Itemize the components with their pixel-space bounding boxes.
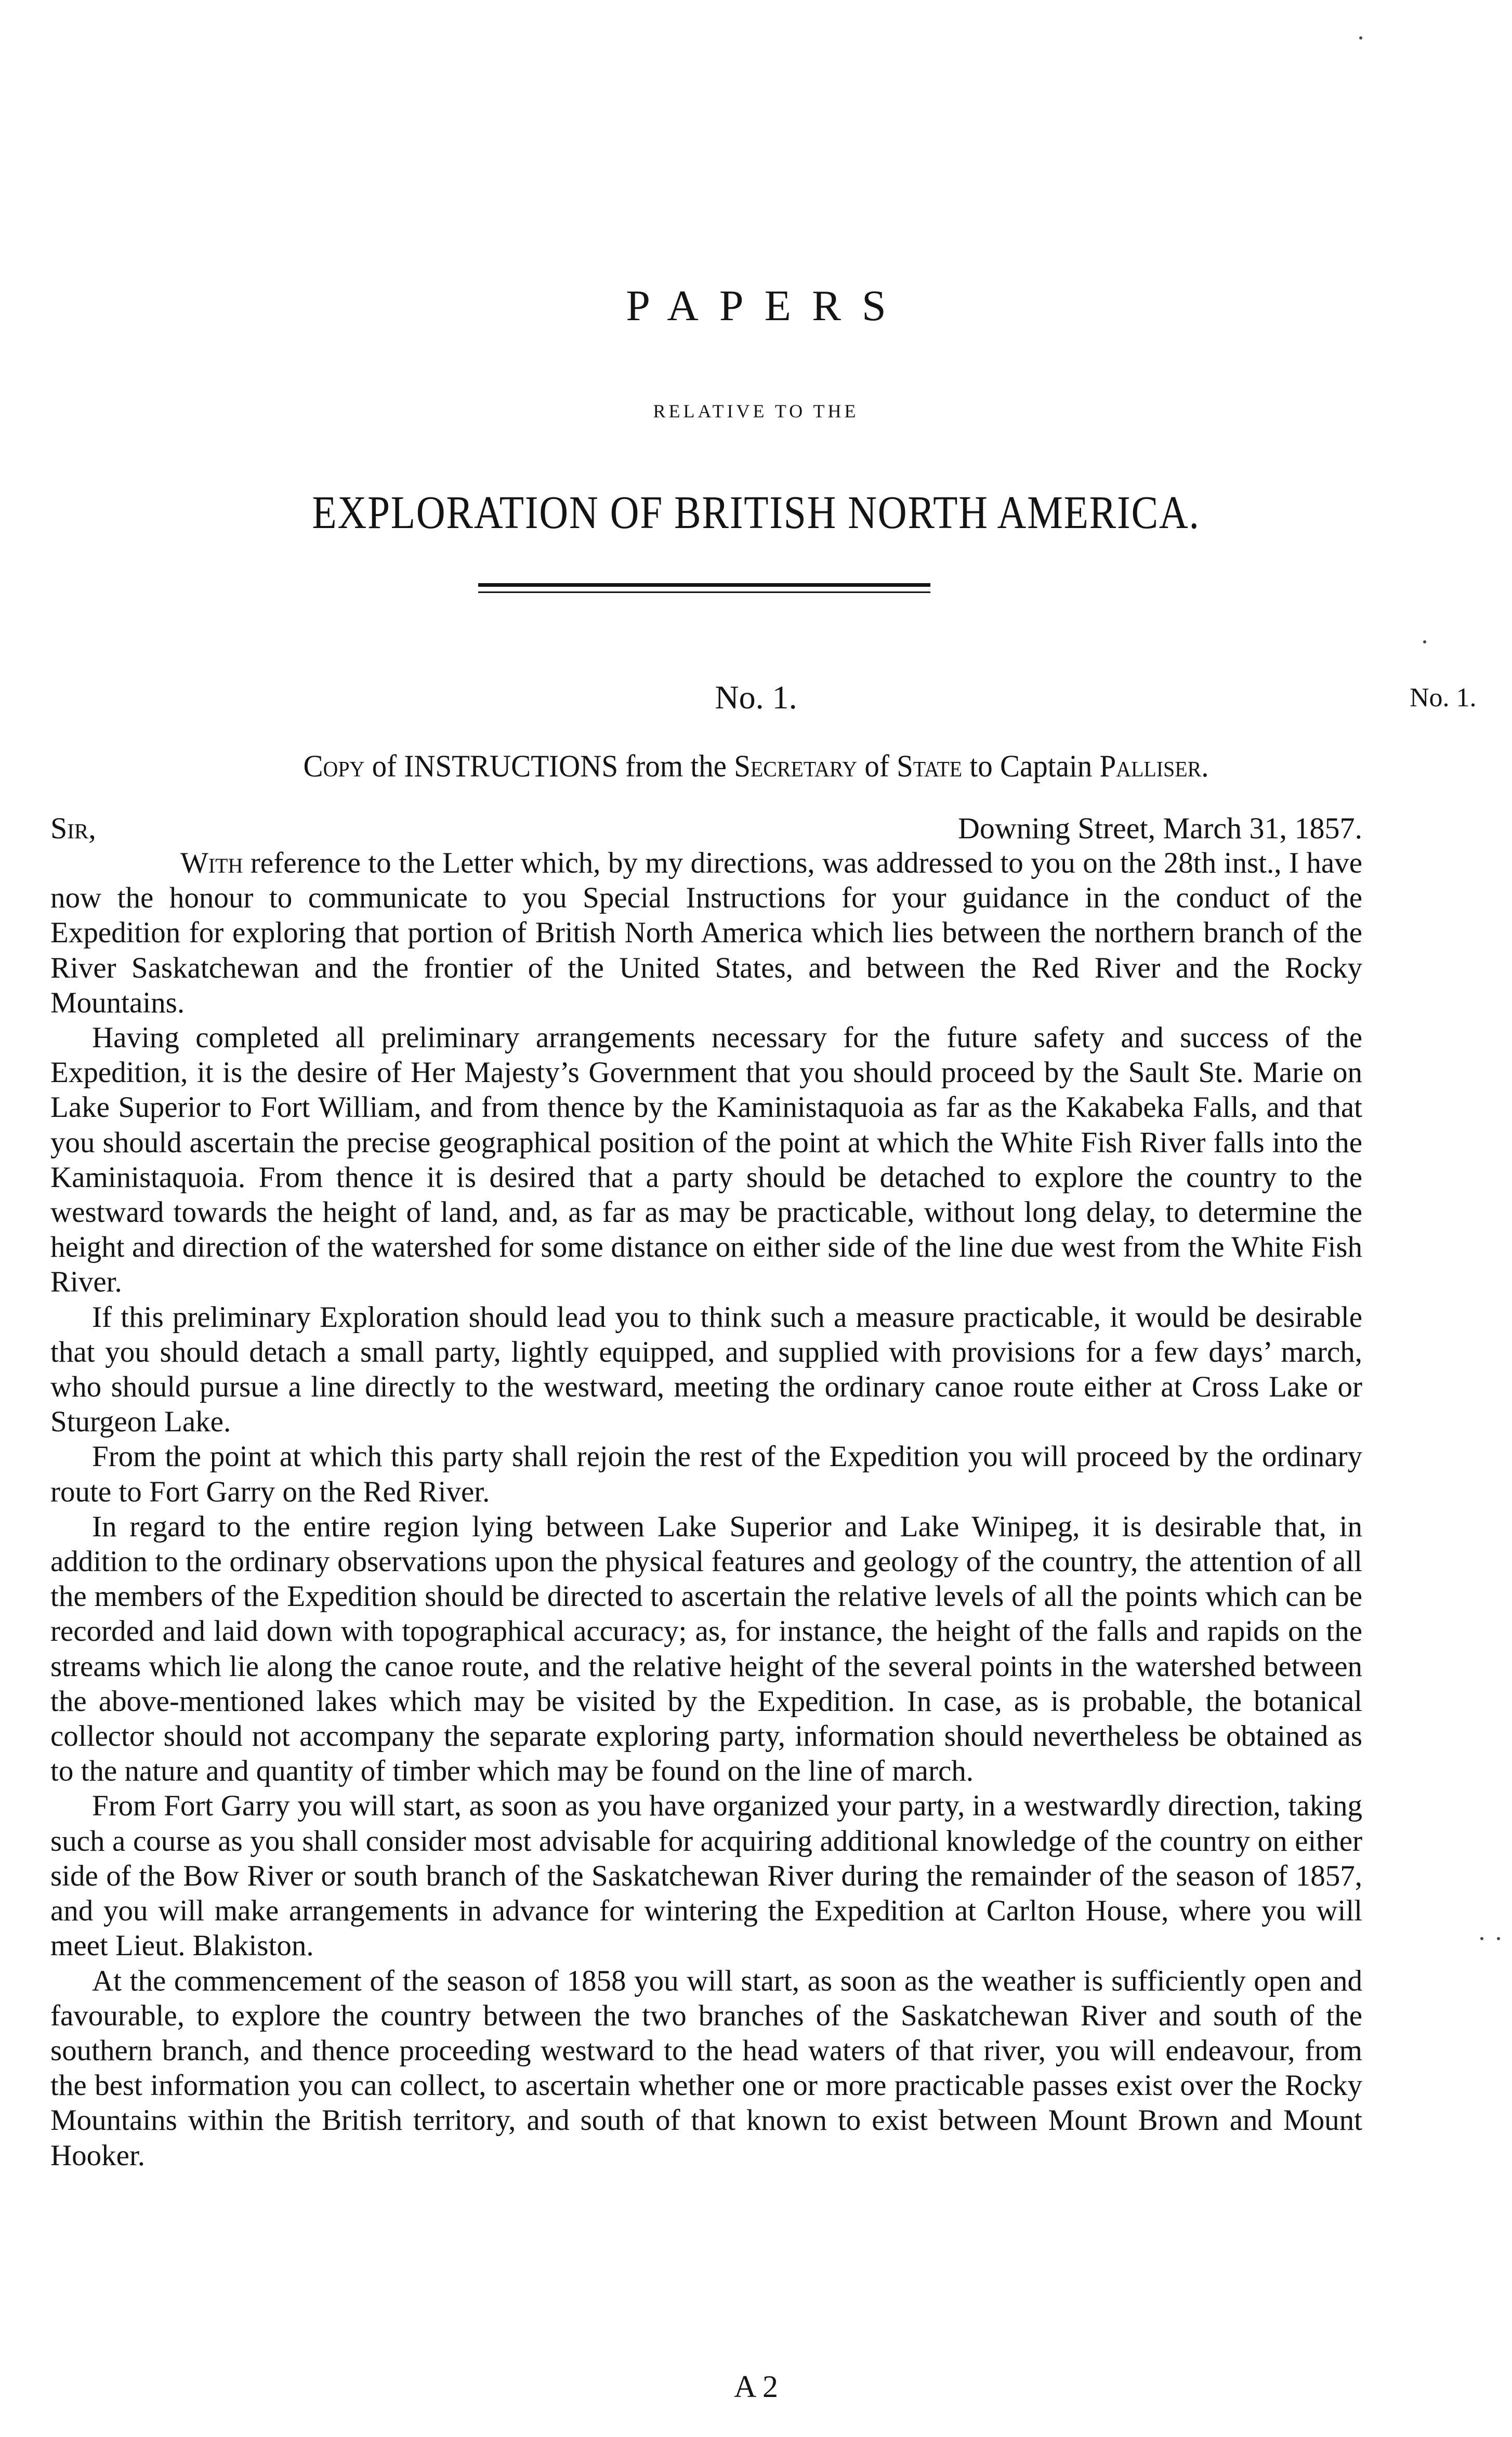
paragraph: In regard to the entire region lying between Lake Superior and Lake Winipeg, it is desirable that, in addition to the ordinary observations upon the physical features and geology of the country, the attention of all the members of the Expedition should be directed to ascertain the relative levels of all the points which can be recorded and laid down with topographical accuracy; as, for instance, the height of the falls and rapids on the streams which lie along the canoe route, and the relative height of the several points in the watershed between the above-mentioned lakes which may be visited by the Expedition. In case, as is probable, the botanical collector should not accompany the separate exploring party, information should nevertheless be obtained as to the nature and quantity of timber which may be found on the line of march. [50, 1510, 1362, 1788]
paragraph: From the point at which this party shall rejoin the rest of the Expedition you will proceed by the ordinary route to Fort Garry on the Red River. [50, 1440, 1362, 1508]
letter-body [50, 846, 1362, 2173]
document-number: No. 1. [715, 679, 797, 716]
dateline: Downing Street, March 31, 1857. [957, 811, 1362, 845]
relative-to-label: RELATIVE TO THE [653, 401, 859, 421]
paper-speck [1480, 1937, 1483, 1940]
paper-speck [1497, 1937, 1500, 1940]
paragraph [50, 846, 1362, 1020]
document-heading: EXPLORATION OF BRITISH NORTH AMERICA. [312, 487, 1200, 538]
double-rule-top [478, 583, 930, 587]
paper-speck [1423, 640, 1426, 643]
paragraph: Having completed all preliminary arrangements necessary for the future safety and success of the Expedition, it is the desire of Her Majesty’s Government that you should proceed by the Sault Ste. Marie on Lake Superior to Fort William, and from thence by the Kaministaquoia as far as the Kakabeka Falls, and that you should ascertain the precise geographical position of the point at which the White Fish River falls into the Kaministaquoia. From thence it is desired that a party should be detached to explore the country to the westward towards the height of land, and, as far as may be practicable, without long delay, to determine the height and direction of the watershed for some distance on either side of the line due west from the White Fish River. [50, 1021, 1362, 1299]
copy-word: Copy [303, 749, 365, 783]
paragraph-lead-word: With [180, 847, 243, 879]
margin-number: No. 1. [1410, 683, 1477, 713]
copy-of-instructions-line [38, 748, 1475, 784]
paragraph: From Fort Garry you will start, as soon as you have organized your party, in a westwardly direction, taking such a course as you shall consider most advisable for acquiring additional knowledge of the country on either side of the Bow River or south branch of the Saskatchewan River during the remainder of the season of 1857, and you will make arrangements in advance for wintering the Expedition at Carlton House, where you will meet Lieut. Blakiston. [50, 1789, 1362, 1962]
document-title: PAPERS [626, 282, 907, 330]
state-word: State [897, 749, 963, 783]
copy-line-text: of INSTRUCTIONS from the [372, 749, 727, 783]
paragraph: At the commencement of the season of 1858 you will start, as soon as the weather is sufficiently open and favourable, to explore the country between the two branches of the Saskatchewan River and south of the southern branch, and thence proceeding westward to the head waters of that river, you will endeavour, from the best information you can collect, to ascertain whether one or more practicable passes exist over the Rocky Mountains within the British territory, and south of that known to exist between Mount Brown and Mount Hooker. [50, 1964, 1362, 2172]
of-word: of [864, 749, 889, 783]
paper-speck [1359, 36, 1362, 39]
to-captain-text: to Captain [969, 749, 1093, 783]
double-rule-bottom [478, 591, 930, 593]
paragraph-text: reference to the Letter which, by my directions, was addressed to you on the 28th inst., I have now the honour to communicate to you Special Instructions for your guidance in the conduct of the Expedition for exploring that portion of British North America which lies between the northern branch of the River Saskatchewan and the frontier of the United States, and between the Red River and the Rocky Mountains. [50, 847, 1362, 1019]
paragraph: If this preliminary Exploration should lead you to think such a measure practicable, it would be desirable that you should detach a small party, lightly equipped, and supplied with provisions for a few days’ march, who should pursue a line directly to the westward, meeting the ordinary canoe route either at Cross Lake or Sturgeon Lake. [50, 1300, 1362, 1439]
recipient-name: Palliser. [1099, 749, 1209, 783]
secretary-word: Secretary [734, 749, 858, 783]
salutation: Sir, [50, 811, 96, 845]
signature-mark: A 2 [733, 2369, 779, 2404]
